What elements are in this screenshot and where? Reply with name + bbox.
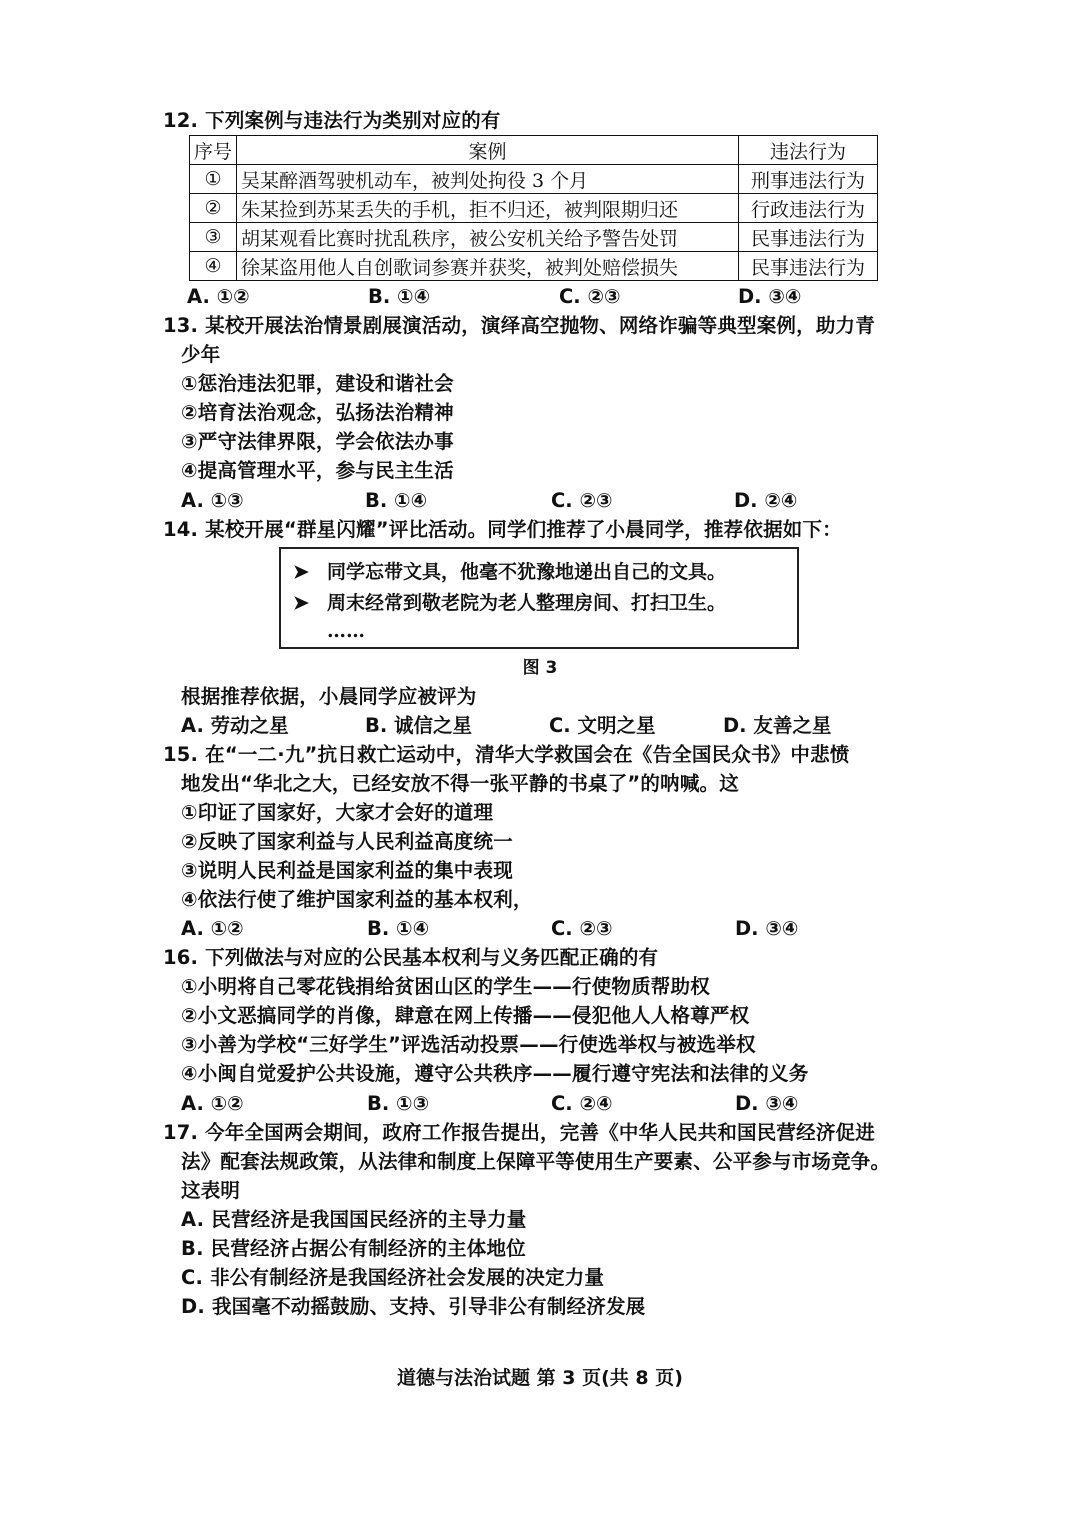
- row-violation: 民事违法行为: [739, 223, 878, 252]
- q15-stem-line2: 地发出“华北之大，已经安放不得一张平静的书桌了”的呐喊。这: [181, 772, 739, 795]
- q14-choice-c[interactable]: C. 文明之星: [549, 714, 656, 737]
- q14-question: 根据推荐依据，小晨同学应被评为: [181, 685, 477, 708]
- q15-choice-b[interactable]: B. ①④: [367, 917, 430, 940]
- recommendation-box: [279, 547, 799, 649]
- q17-choice-d[interactable]: D. 我国毫不动摇鼓励、支持、引导非公有制经济发展: [181, 1295, 646, 1318]
- row-violation: 刑事违法行为: [739, 165, 878, 194]
- q12-choice-d[interactable]: D. ③④: [738, 285, 802, 308]
- row-number: ②: [190, 194, 237, 223]
- q16-choice-d[interactable]: D. ③④: [735, 1092, 799, 1115]
- q17-stem-line3: 这表明: [181, 1179, 241, 1202]
- table-row: [190, 194, 878, 223]
- q13-option-1: ①惩治违法犯罪，建设和谐社会: [181, 372, 454, 395]
- q13-stem-line2: 少年: [181, 343, 221, 366]
- q16-option-3: ③小善为学校“三好学生”评选活动投票——行使选举权与被选举权: [181, 1033, 756, 1056]
- q16-choice-c[interactable]: C. ②④: [551, 1092, 613, 1115]
- recommendation-ellipsis: ……: [327, 620, 365, 642]
- q16-option-2: ②小文恶搞同学的肖像，肆意在网上传播——侵犯他人人格尊严权: [181, 1004, 750, 1027]
- q14-choice-d[interactable]: D. 友善之星: [723, 714, 832, 737]
- row-case: 朱某捡到苏某丢失的手机，拒不归还，被判限期归还: [237, 194, 739, 223]
- q15-option-4: ④依法行使了维护国家利益的基本权利，: [181, 888, 533, 911]
- row-case: 徐某盗用他人自创歌词参赛并获奖，被判处赔偿损失: [237, 252, 739, 281]
- q12-choice-c[interactable]: C. ②③: [559, 285, 621, 308]
- q15-option-1: ①印证了国家好，大家才会好的道理: [181, 801, 494, 824]
- q16-choice-a[interactable]: A. ①②: [181, 1092, 244, 1115]
- q13-choice-c[interactable]: C. ②③: [551, 489, 613, 512]
- q14-choice-b[interactable]: B. 诚信之星: [365, 714, 473, 737]
- q12-stem: 12. 下列案例与违法行为类别对应的有: [163, 109, 501, 132]
- q13-choice-d[interactable]: D. ②④: [734, 489, 798, 512]
- q16-choice-b[interactable]: B. ①③: [367, 1092, 430, 1115]
- recommendation-item: ➤ 周末经常到敬老院为老人整理房间、打扫卫生。: [293, 589, 726, 617]
- q17-choice-b[interactable]: B. 民营经济占据公有制经济的主体地位: [181, 1237, 526, 1260]
- table-row: [190, 252, 878, 281]
- q17-choice-a[interactable]: A. 民营经济是我国国民经济的主导力量: [181, 1208, 527, 1231]
- table-row: [190, 165, 878, 194]
- table-row: [190, 223, 878, 252]
- row-case: 吴某醉酒驾驶机动车，被判处拘役 3 个月: [237, 165, 739, 194]
- q12-choice-a[interactable]: A. ①②: [187, 285, 250, 308]
- q17-stem-line2: 法》配套法规政策，从法律和制度上保障平等使用生产要素、公平参与市场竞争。: [181, 1150, 891, 1173]
- table-header-row: [190, 136, 878, 165]
- row-case: 胡某观看比赛时扰乱秩序，被公安机关给予警告处罚: [237, 223, 739, 252]
- row-violation: 民事违法行为: [739, 252, 878, 281]
- arrow-bullet-icon: ➤: [293, 561, 309, 583]
- header-case: 案例: [237, 136, 739, 165]
- case-table: [189, 135, 878, 281]
- q12-choice-b[interactable]: B. ①④: [368, 285, 431, 308]
- q15-choice-c[interactable]: C. ②③: [551, 917, 613, 940]
- q17-stem-line1: 17. 今年全国两会期间，政府工作报告提出，完善《中华人民共和国民营经济促进: [163, 1121, 875, 1144]
- page-footer: 道德与法治试题 第 3 页(共 8 页): [397, 1367, 683, 1389]
- q13-stem-line1: 13. 某校开展法治情景剧展演活动，演绎高空抛物、网络诈骗等典型案例，助力青: [163, 314, 875, 337]
- row-number: ①: [190, 165, 237, 194]
- q14-choice-a[interactable]: A. 劳动之星: [181, 714, 289, 737]
- q15-choice-d[interactable]: D. ③④: [735, 917, 799, 940]
- header-number: 序号: [190, 136, 237, 165]
- row-violation: 行政违法行为: [739, 194, 878, 223]
- q13-option-2: ②培育法治观念，弘扬法治精神: [181, 401, 454, 424]
- q13-option-3: ③严守法律界限，学会依法办事: [181, 430, 454, 453]
- figure-label: 图 3: [522, 658, 558, 678]
- q16-stem: 16. 下列做法与对应的公民基本权利与义务匹配正确的有: [163, 946, 659, 969]
- row-number: ④: [190, 252, 237, 281]
- q13-option-4: ④提高管理水平，参与民主生活: [181, 459, 454, 482]
- q16-option-1: ①小明将自己零花钱捐给贫困山区的学生——行使物质帮助权: [181, 975, 710, 998]
- header-violation: 违法行为: [739, 136, 878, 165]
- recommendation-item: ➤ 同学忘带文具，他毫不犹豫地递出自己的文具。: [293, 558, 726, 586]
- arrow-bullet-icon: ➤: [293, 592, 309, 614]
- q15-option-2: ②反映了国家利益与人民利益高度统一: [181, 830, 513, 853]
- q17-choice-c[interactable]: C. 非公有制经济是我国经济社会发展的决定力量: [181, 1266, 605, 1289]
- q13-choice-a[interactable]: A. ①③: [181, 489, 244, 512]
- q15-stem-line1: 15. 在“一二·九”抗日救亡运动中，清华大学救国会在《告全国民众书》中悲愤: [163, 743, 850, 766]
- q13-choice-b[interactable]: B. ①④: [365, 489, 428, 512]
- row-number: ③: [190, 223, 237, 252]
- q16-option-4: ④小闽自觉爱护公共设施，遵守公共秩序——履行遵守宪法和法律的义务: [181, 1062, 809, 1085]
- q15-option-3: ③说明人民利益是国家利益的集中表现: [181, 859, 513, 882]
- q15-choice-a[interactable]: A. ①②: [181, 917, 244, 940]
- q14-stem: 14. 某校开展“群星闪耀”评比活动。同学们推荐了小晨同学，推荐依据如下：: [163, 518, 842, 541]
